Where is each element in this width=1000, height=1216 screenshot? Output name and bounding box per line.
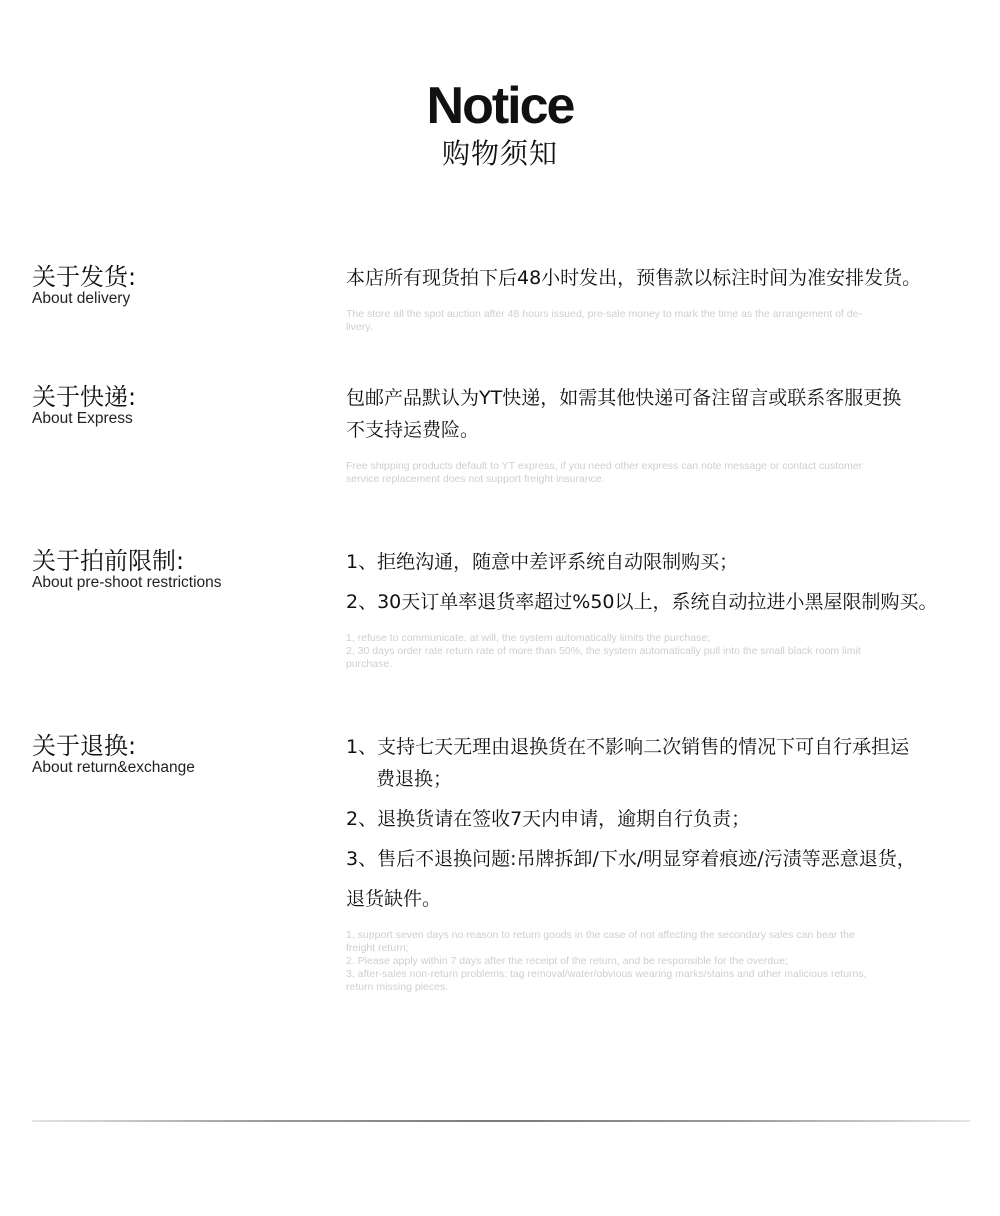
notice-header <box>0 78 1000 172</box>
en-text-line: purchase. <box>346 658 393 670</box>
en-text-line: 1, refuse to communicate, at will, the system automatically limits the purchase; <box>346 632 711 644</box>
section-content <box>346 382 986 486</box>
en-text-block <box>346 308 986 334</box>
cn-text-line: 本店所有现货拍下后48小时发出，预售款以标注时间为准安排发货。 <box>346 267 922 289</box>
section-label-en: About pre-shoot restrictions <box>32 574 222 591</box>
cn-text-line: 不支持运费险。 <box>346 419 480 441</box>
section-label-en: About Express <box>32 410 133 427</box>
section-label-cn: 关于退换: <box>32 732 137 760</box>
cn-text-line: 1、支持七天无理由退换货在不影响二次销售的情况下可自行承担运 <box>346 736 910 758</box>
en-text-line: The store all the spot auction after 48 hours issued, pre-sale money to mark the time as the arrangement of de- <box>346 308 862 320</box>
section-content <box>346 731 986 994</box>
en-text-line: 3, after-sales non-return problems: tag removal/water/obvious wearing marks/stains and other malicious returns, <box>346 968 867 980</box>
section-label-cn: 关于发货: <box>32 263 137 291</box>
en-text-line: Free shipping products default to YT express, if you need other express can note message or contact customer <box>346 460 863 472</box>
cn-text-line: 费退换； <box>376 768 453 790</box>
page-title: Notice <box>426 77 574 135</box>
cn-text-line: 2、30天订单率退货率超过%50以上，系统自动拉进小黑屋限制购买。 <box>346 591 938 613</box>
en-text-line: livery. <box>346 321 373 333</box>
en-text-line: 2. Please apply within 7 days after the receipt of the return, and be responsible for the overdue; <box>346 955 788 967</box>
section-label-en: About return&exchange <box>32 759 195 776</box>
cn-text-line: 3、售后不退换问题:吊牌拆卸/下水/明显穿着痕迹/污渍等恶意退货， <box>346 848 916 870</box>
section-content <box>346 262 986 334</box>
section-content <box>346 546 986 671</box>
en-text-block <box>346 632 986 671</box>
en-text-block <box>346 460 986 486</box>
section-label-cn: 关于拍前限制: <box>32 547 185 575</box>
en-text-line: return missing pieces. <box>346 981 449 993</box>
section-label-en: About delivery <box>32 290 131 307</box>
bottom-divider <box>32 1120 970 1122</box>
en-text-line: freight return; <box>346 942 409 954</box>
cn-text-line: 退货缺件。 <box>346 888 442 910</box>
cn-text-line: 1、拒绝沟通，随意中差评系统自动限制购买； <box>346 551 739 573</box>
section-label-cn: 关于快递: <box>32 383 137 411</box>
cn-text-line: 2、退换货请在签收7天内申请，逾期自行负责； <box>346 808 751 830</box>
en-text-line: service replacement does not support freight insurance. <box>346 473 605 485</box>
en-text-line: 2, 30 days order rate return rate of more than 50%, the system automatically pull into the small black room limit <box>346 645 861 657</box>
cn-text-line: 包邮产品默认为YT快递，如需其他快递可备注留言或联系客服更换 <box>346 387 902 409</box>
en-text-line: 1, support seven days no reason to return goods in the case of not affecting the secondary sales can bear the <box>346 929 855 941</box>
en-text-block <box>346 929 986 994</box>
page-subtitle: 购物须知 <box>441 137 558 170</box>
